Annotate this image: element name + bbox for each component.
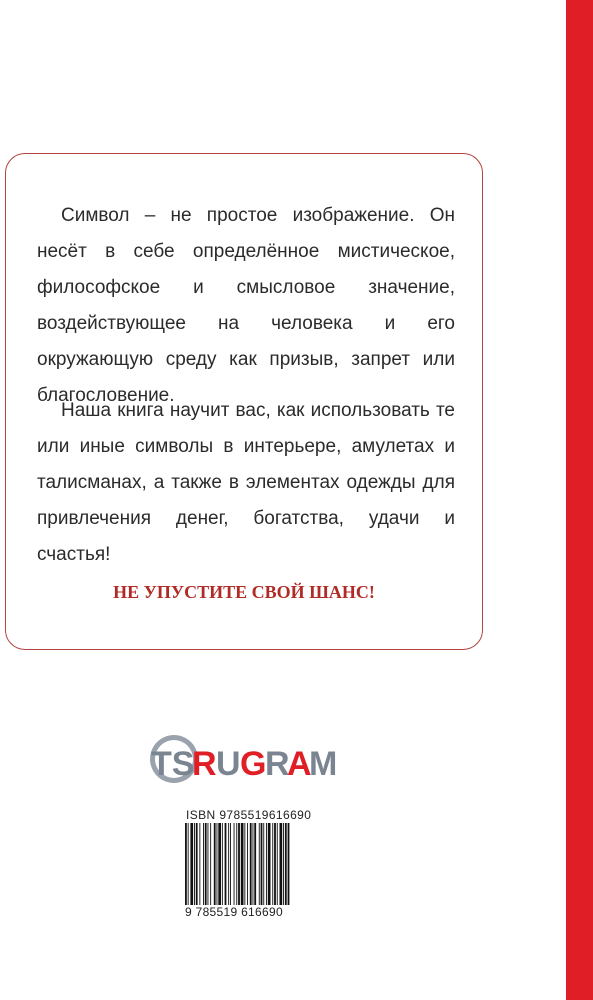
barcode-bar [217,823,218,915]
barcode-bar [241,823,244,915]
barcode-bar [234,823,235,915]
barcode-bar [288,823,290,915]
barcode [183,823,313,915]
barcode-bar [253,823,254,915]
barcode-bar [208,823,209,915]
barcode-bar [283,823,284,915]
barcode-bar [236,823,237,915]
barcode-bar [250,823,252,915]
svg-text:TS: TS [151,745,195,783]
svg-text:R: R [265,745,290,783]
barcode-bar [277,823,278,915]
slogan: НЕ УПУСТИТЕ СВОЙ ШАНС! [113,582,375,602]
svg-text:R: R [192,745,217,783]
barcode-bar [222,823,223,915]
barcode-number: 9 785519 616690 [183,905,317,919]
svg-text:A: A [287,745,312,783]
barcode-bar [188,823,189,915]
publisher-logo [148,733,340,790]
barcode-bar [244,823,245,915]
barcode-bar [238,823,240,915]
barcode-bar [274,823,276,915]
barcode-bar [214,823,216,915]
description-paragraph-1: Символ – не простое изображение. Он несёт в себе определённое мистическое, философское и смысловое значение, воздействующее на человека и его окружающую среду как призыв, запрет или благословение. [37,205,455,406]
barcode-bar [263,823,264,915]
svg-text:G: G [240,745,267,783]
red-spine-stripe [566,0,593,1000]
barcode-bar [199,823,200,915]
barcode-bar [190,823,193,915]
barcode-bar [205,823,207,915]
barcode-bar [247,823,248,915]
barcode-bar [266,823,267,915]
barcode-bar [259,823,260,915]
barcode-bar [218,823,221,915]
isbn-label: ISBN 9785519616690 [186,808,312,822]
barcode-bar [254,823,256,915]
barcode-bar [280,823,283,915]
barcode-bar [228,823,229,915]
svg-text:M: M [309,745,338,783]
barcode-bar [285,823,287,915]
barcode-bar [196,823,198,915]
svg-text:U: U [216,745,241,783]
barcode-bar [185,823,187,915]
tsrugram-logo-icon [148,733,340,785]
description-paragraph-2: Наша книга научит вас, как использовать те или иные символы в интерьере, амулетах и талисманах, а также в элементах одежды для привлечения денег, богатства, удачи и счастья! [37,400,455,565]
barcode-bar [210,823,211,915]
barcode-bar [203,823,204,915]
barcode-bar [272,823,273,915]
barcode-bar [225,823,227,915]
barcode-bar [194,823,195,915]
barcode-bar [230,823,231,915]
barcode-bar [268,823,271,915]
barcode-bar [261,823,263,915]
